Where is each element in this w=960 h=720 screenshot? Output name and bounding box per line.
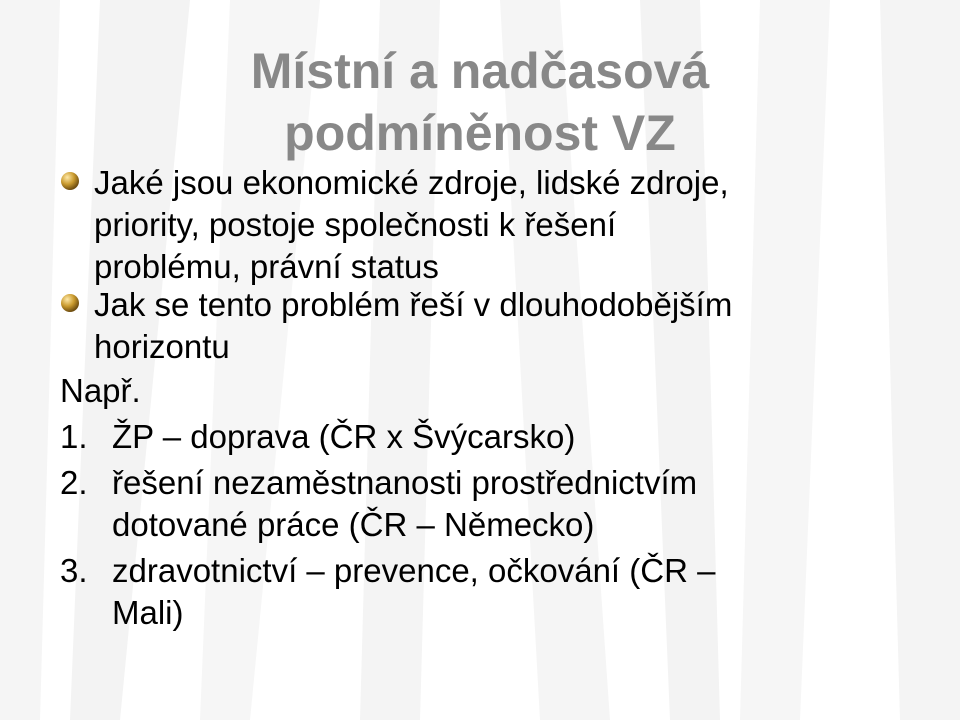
bullet-text bbox=[94, 162, 894, 288]
bullet-line: problému, právní status bbox=[94, 248, 439, 285]
item-text bbox=[112, 416, 912, 458]
item-text bbox=[112, 550, 912, 634]
item-line: ŽP – doprava (ČR x Švýcarsko) bbox=[112, 418, 576, 455]
item-number: 1. bbox=[60, 418, 88, 455]
sphere-bullet-icon bbox=[60, 171, 80, 191]
title-line-1: Místní a nadčasová bbox=[250, 43, 710, 99]
item-text bbox=[112, 462, 912, 546]
item-number: 3. bbox=[60, 552, 88, 589]
item-line: zdravotnictví – prevence, očkování (ČR – bbox=[112, 552, 716, 589]
item-number: 2. bbox=[60, 464, 88, 501]
bullet-line: Jaké jsou ekonomické zdroje, lidské zdroje, bbox=[94, 164, 729, 201]
sphere-bullet-icon bbox=[60, 293, 80, 313]
item-line: řešení nezaměstnanosti prostřednictvím bbox=[112, 464, 698, 501]
example-label: Např. bbox=[60, 372, 141, 409]
item-line: dotované práce (ČR – Německo) bbox=[112, 506, 595, 543]
bullet-line: Jak se tento problém řeší v dlouhodobějším bbox=[94, 286, 733, 323]
title-line-2: podmíněnost VZ bbox=[284, 105, 676, 161]
bullet-line: priority, postoje společnosti k řešení bbox=[94, 206, 617, 243]
bullet-text bbox=[94, 284, 894, 368]
bullet-line: horizontu bbox=[94, 328, 230, 365]
item-line: Mali) bbox=[112, 594, 184, 631]
